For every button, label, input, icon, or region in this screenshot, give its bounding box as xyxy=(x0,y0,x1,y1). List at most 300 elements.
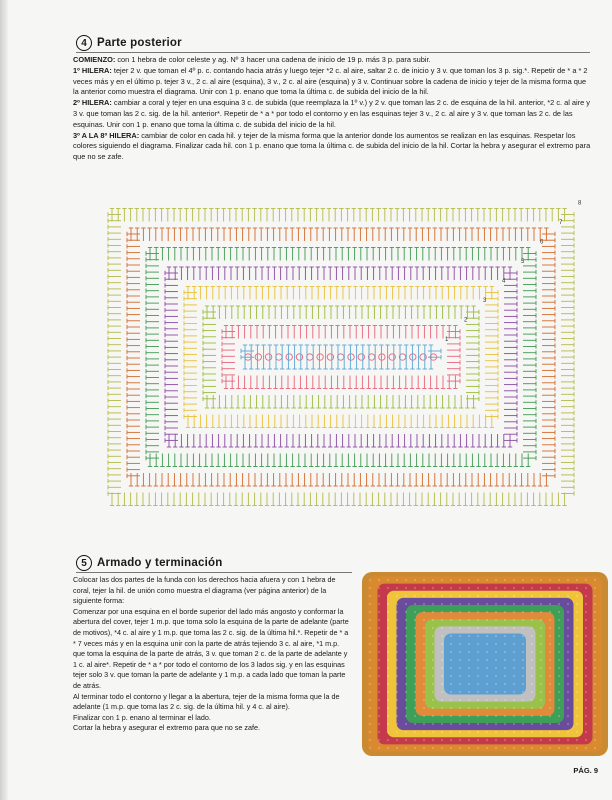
yarn-texture xyxy=(567,715,569,717)
yarn-texture xyxy=(486,627,488,629)
yarn-texture xyxy=(594,715,596,717)
yarn-texture xyxy=(513,747,515,749)
yarn-texture xyxy=(477,731,479,733)
yarn-texture xyxy=(504,731,506,733)
yarn-texture xyxy=(567,675,569,677)
yarn-texture xyxy=(540,643,542,645)
section-4-number: 4 xyxy=(76,35,92,51)
yarn-texture xyxy=(594,667,596,669)
yarn-texture xyxy=(567,579,569,581)
yarn-texture xyxy=(495,723,497,725)
yarn-texture xyxy=(594,707,596,709)
section-4-heading xyxy=(76,35,182,51)
yarn-texture xyxy=(576,723,578,725)
yarn-texture xyxy=(540,739,542,741)
yarn-texture xyxy=(441,723,443,725)
yarn-texture xyxy=(432,587,434,589)
yarn-texture xyxy=(468,651,470,653)
yarn-texture xyxy=(369,715,371,717)
yarn-texture xyxy=(585,699,587,701)
yarn-texture xyxy=(387,747,389,749)
yarn-texture xyxy=(567,619,569,621)
yarn-texture xyxy=(477,659,479,661)
yarn-texture xyxy=(585,667,587,669)
yarn-texture xyxy=(585,643,587,645)
section-5-body xyxy=(73,575,353,734)
section-5-number: 5 xyxy=(76,555,92,571)
round-number-label: 2 xyxy=(464,317,468,324)
yarn-texture xyxy=(567,683,569,685)
yarn-texture xyxy=(513,707,515,709)
yarn-texture xyxy=(594,739,596,741)
yarn-texture xyxy=(459,715,461,717)
yarn-texture xyxy=(486,731,488,733)
yarn-texture xyxy=(441,651,443,653)
yarn-texture xyxy=(495,603,497,605)
yarn-texture xyxy=(549,659,551,661)
yarn-texture xyxy=(432,747,434,749)
yarn-texture xyxy=(558,643,560,645)
chain-stitch xyxy=(327,354,333,360)
yarn-texture xyxy=(369,699,371,701)
yarn-texture xyxy=(378,579,380,581)
yarn-texture xyxy=(477,643,479,645)
yarn-texture xyxy=(549,667,551,669)
round-number-label: 5 xyxy=(521,259,525,265)
yarn-texture xyxy=(495,667,497,669)
yarn-texture xyxy=(387,651,389,653)
yarn-texture xyxy=(414,691,416,693)
chain-stitch xyxy=(379,354,385,360)
yarn-texture xyxy=(369,579,371,581)
yarn-texture xyxy=(477,667,479,669)
yarn-texture xyxy=(567,611,569,613)
yarn-texture xyxy=(513,587,515,589)
yarn-texture xyxy=(486,643,488,645)
page-spine-shadow xyxy=(0,0,8,800)
yarn-texture xyxy=(531,739,533,741)
yarn-texture xyxy=(414,715,416,717)
yarn-texture xyxy=(513,643,515,645)
chain-stitch xyxy=(286,354,292,360)
yarn-texture xyxy=(423,715,425,717)
yarn-texture xyxy=(585,619,587,621)
yarn-texture xyxy=(405,707,407,709)
yarn-texture xyxy=(423,651,425,653)
yarn-texture xyxy=(369,651,371,653)
yarn-texture xyxy=(540,635,542,637)
yarn-texture xyxy=(441,747,443,749)
yarn-texture xyxy=(540,715,542,717)
yarn-texture xyxy=(522,675,524,677)
yarn-texture xyxy=(369,667,371,669)
yarn-texture xyxy=(540,675,542,677)
yarn-texture xyxy=(369,603,371,605)
yarn-texture xyxy=(432,739,434,741)
yarn-texture xyxy=(486,739,488,741)
yarn-texture xyxy=(468,659,470,661)
yarn-texture xyxy=(369,675,371,677)
yarn-texture xyxy=(378,635,380,637)
chain-stitch xyxy=(348,354,354,360)
yarn-texture xyxy=(486,659,488,661)
yarn-texture xyxy=(531,691,533,693)
yarn-texture xyxy=(576,587,578,589)
yarn-texture xyxy=(405,619,407,621)
yarn-texture xyxy=(567,723,569,725)
yarn-texture xyxy=(396,587,398,589)
yarn-texture xyxy=(450,683,452,685)
yarn-texture xyxy=(396,723,398,725)
yarn-texture xyxy=(468,699,470,701)
yarn-texture xyxy=(450,603,452,605)
yarn-texture xyxy=(414,643,416,645)
yarn-texture xyxy=(576,699,578,701)
yarn-texture xyxy=(540,603,542,605)
yarn-texture xyxy=(522,627,524,629)
yarn-texture xyxy=(486,587,488,589)
yarn-texture xyxy=(378,603,380,605)
chain-stitch xyxy=(389,354,395,360)
yarn-texture xyxy=(594,627,596,629)
yarn-texture xyxy=(477,707,479,709)
yarn-texture xyxy=(450,731,452,733)
yarn-texture xyxy=(558,611,560,613)
yarn-texture xyxy=(513,675,515,677)
yarn-texture xyxy=(540,691,542,693)
yarn-texture xyxy=(594,659,596,661)
yarn-texture xyxy=(405,731,407,733)
yarn-texture xyxy=(369,643,371,645)
yarn-texture xyxy=(387,579,389,581)
yarn-texture xyxy=(504,723,506,725)
round-number-label: 8 xyxy=(578,200,582,207)
yarn-texture xyxy=(423,699,425,701)
yarn-texture xyxy=(522,619,524,621)
yarn-texture xyxy=(549,627,551,629)
yarn-texture xyxy=(495,739,497,741)
yarn-texture xyxy=(423,747,425,749)
yarn-texture xyxy=(459,619,461,621)
yarn-texture xyxy=(495,651,497,653)
yarn-texture xyxy=(567,747,569,749)
yarn-texture xyxy=(495,747,497,749)
yarn-texture xyxy=(567,651,569,653)
yarn-texture xyxy=(450,619,452,621)
yarn-texture xyxy=(396,595,398,597)
yarn-texture xyxy=(369,611,371,613)
yarn-texture xyxy=(405,635,407,637)
yarn-texture xyxy=(405,595,407,597)
yarn-texture xyxy=(549,611,551,613)
yarn-texture xyxy=(468,747,470,749)
yarn-texture xyxy=(423,707,425,709)
yarn-texture xyxy=(432,619,434,621)
yarn-texture xyxy=(423,739,425,741)
yarn-texture xyxy=(567,595,569,597)
yarn-texture xyxy=(396,699,398,701)
yarn-texture xyxy=(441,595,443,597)
yarn-texture xyxy=(378,667,380,669)
yarn-texture xyxy=(459,579,461,581)
yarn-texture xyxy=(504,635,506,637)
yarn-texture xyxy=(486,691,488,693)
yarn-texture xyxy=(414,595,416,597)
yarn-texture xyxy=(369,627,371,629)
chain-stitch xyxy=(255,354,261,360)
yarn-texture xyxy=(477,691,479,693)
yarn-texture xyxy=(576,747,578,749)
yarn-texture xyxy=(549,579,551,581)
yarn-texture xyxy=(432,579,434,581)
yarn-texture xyxy=(450,635,452,637)
yarn-texture xyxy=(459,611,461,613)
yarn-texture xyxy=(504,739,506,741)
yarn-texture xyxy=(531,699,533,701)
yarn-texture xyxy=(405,723,407,725)
yarn-texture xyxy=(594,579,596,581)
yarn-texture xyxy=(396,691,398,693)
comienzo-paragraph: COMIENZO: con 1 hebra de color celeste y ag. Nº 3 hacer una cadena de inicio de 19 p. más 3 p. para subir. xyxy=(73,55,431,64)
yarn-texture xyxy=(504,699,506,701)
yarn-texture xyxy=(414,611,416,613)
yarn-texture xyxy=(558,667,560,669)
yarn-texture xyxy=(396,683,398,685)
yarn-texture xyxy=(567,691,569,693)
yarn-texture xyxy=(531,603,533,605)
yarn-texture xyxy=(576,675,578,677)
yarn-texture xyxy=(576,715,578,717)
yarn-texture xyxy=(432,611,434,613)
yarn-texture xyxy=(405,747,407,749)
yarn-texture xyxy=(486,651,488,653)
yarn-texture xyxy=(558,691,560,693)
yarn-texture xyxy=(531,587,533,589)
yarn-texture xyxy=(423,587,425,589)
yarn-texture xyxy=(423,635,425,637)
yarn-texture xyxy=(513,715,515,717)
yarn-texture xyxy=(504,619,506,621)
yarn-texture xyxy=(558,603,560,605)
chain-stitch xyxy=(358,354,364,360)
yarn-texture xyxy=(405,627,407,629)
yarn-texture xyxy=(522,723,524,725)
chain-stitch xyxy=(265,354,271,360)
yarn-texture xyxy=(522,587,524,589)
yarn-texture xyxy=(405,691,407,693)
yarn-texture xyxy=(585,579,587,581)
yarn-texture xyxy=(414,667,416,669)
yarn-texture xyxy=(540,667,542,669)
yarn-texture xyxy=(495,595,497,597)
yarn-texture xyxy=(477,699,479,701)
yarn-texture xyxy=(468,691,470,693)
yarn-texture xyxy=(567,587,569,589)
yarn-texture xyxy=(450,627,452,629)
yarn-texture xyxy=(459,643,461,645)
yarn-texture xyxy=(423,659,425,661)
yarn-texture xyxy=(414,707,416,709)
yarn-texture xyxy=(441,659,443,661)
yarn-texture xyxy=(513,627,515,629)
yarn-texture xyxy=(432,731,434,733)
yarn-texture xyxy=(513,611,515,613)
yarn-texture xyxy=(549,747,551,749)
yarn-texture xyxy=(369,587,371,589)
section-5-title: Armado y terminación xyxy=(97,557,223,569)
yarn-texture xyxy=(405,611,407,613)
yarn-texture xyxy=(396,747,398,749)
yarn-texture xyxy=(576,731,578,733)
yarn-texture xyxy=(450,659,452,661)
yarn-texture xyxy=(513,739,515,741)
assembly-paragraph-2: Comenzar por una esquina en el borde superior del lado más angosto y conformar la abertura del cover, tejer 1 m.p. que toma solo la esquina de la parte de adelante (parte de motivos), *4 c. al aire y 1 m.p. que toma las 2 c. sig. de la última hil.*. Repetir de * a * 7 veces más y en la esquina unir con la parte de atrás tejiendo 3 c. al aire, *1 m.p. que toma la esquina de la parte de atrás, 3 v. que toman 2 c. de la parte de adelante y 1 c. al aire*. Repetir de * a * por todo el contorno de los 3 lados sig. y en las esquinas tejer solo 3 v. que toman la parte de adelante y 1 m.p. a cada lado que toman la parte de atrás. xyxy=(73,606,349,690)
yarn-texture xyxy=(387,603,389,605)
yarn-texture xyxy=(414,739,416,741)
yarn-texture xyxy=(540,595,542,597)
yarn-texture xyxy=(423,683,425,685)
yarn-texture xyxy=(549,739,551,741)
yarn-texture xyxy=(450,587,452,589)
yarn-texture xyxy=(513,683,515,685)
yarn-texture xyxy=(558,659,560,661)
yarn-texture xyxy=(414,699,416,701)
yarn-texture xyxy=(432,643,434,645)
yarn-texture xyxy=(540,651,542,653)
yarn-texture xyxy=(576,579,578,581)
yarn-texture xyxy=(585,715,587,717)
row-1-paragraph: 1º HILERA: tejer 2 v. que toman el 4º p. c. contando hacia atrás y luego tejer *2 c. al aire, saltar 2 c. de inicio y 3 v. que toman los 3 p. sig.*. Repetir de * a * 2 veces más y en el último p. tejer 3 v., 2 c. al aire (esquina), 3 v., 2 c. al aire (esquina) y 3 v. Continuar sobre la cadena de inicio y tejer de la misma forma que la anterior como muestra el diagrama. Unir con 1 p. enano que toma la última c. de subida del inicio de la hil. xyxy=(73,65,588,97)
yarn-texture xyxy=(531,611,533,613)
yarn-texture xyxy=(486,707,488,709)
yarn-texture xyxy=(387,683,389,685)
yarn-texture xyxy=(432,691,434,693)
yarn-texture xyxy=(522,739,524,741)
yarn-texture xyxy=(594,635,596,637)
yarn-texture xyxy=(450,739,452,741)
yarn-texture xyxy=(522,683,524,685)
yarn-texture xyxy=(513,635,515,637)
yarn-texture xyxy=(468,587,470,589)
yarn-texture xyxy=(378,643,380,645)
yarn-texture xyxy=(540,683,542,685)
yarn-texture xyxy=(477,651,479,653)
yarn-texture xyxy=(459,739,461,741)
yarn-texture xyxy=(549,707,551,709)
yarn-texture xyxy=(387,699,389,701)
yarn-texture xyxy=(396,611,398,613)
yarn-texture xyxy=(378,707,380,709)
yarn-texture xyxy=(441,587,443,589)
yarn-texture xyxy=(567,659,569,661)
yarn-texture xyxy=(468,579,470,581)
yarn-texture xyxy=(477,635,479,637)
assembly-paragraph-4: Finalizar con 1 p. enano al terminar el lado. xyxy=(73,712,211,722)
yarn-texture xyxy=(495,579,497,581)
yarn-texture xyxy=(522,611,524,613)
yarn-texture xyxy=(495,659,497,661)
yarn-texture xyxy=(405,643,407,645)
yarn-texture xyxy=(387,587,389,589)
yarn-texture xyxy=(441,643,443,645)
yarn-texture xyxy=(387,723,389,725)
yarn-texture xyxy=(540,627,542,629)
yarn-texture xyxy=(495,731,497,733)
yarn-texture xyxy=(531,635,533,637)
yarn-texture xyxy=(531,643,533,645)
yarn-texture xyxy=(396,739,398,741)
yarn-texture xyxy=(594,747,596,749)
yarn-texture xyxy=(585,723,587,725)
yarn-texture xyxy=(396,579,398,581)
yarn-texture xyxy=(558,747,560,749)
yarn-texture xyxy=(558,619,560,621)
yarn-texture xyxy=(549,635,551,637)
yarn-texture xyxy=(468,739,470,741)
yarn-texture xyxy=(513,667,515,669)
yarn-texture xyxy=(468,683,470,685)
yarn-texture xyxy=(486,595,488,597)
yarn-texture xyxy=(405,667,407,669)
yarn-texture xyxy=(513,659,515,661)
yarn-texture xyxy=(594,651,596,653)
yarn-texture xyxy=(405,739,407,741)
yarn-texture xyxy=(495,587,497,589)
yarn-texture xyxy=(576,603,578,605)
yarn-texture xyxy=(576,643,578,645)
yarn-texture xyxy=(459,675,461,677)
yarn-texture xyxy=(405,651,407,653)
yarn-texture xyxy=(585,595,587,597)
yarn-texture xyxy=(522,699,524,701)
yarn-texture xyxy=(378,627,380,629)
yarn-texture xyxy=(585,707,587,709)
yarn-texture xyxy=(378,675,380,677)
yarn-texture xyxy=(378,747,380,749)
yarn-texture xyxy=(378,691,380,693)
yarn-texture xyxy=(486,675,488,677)
yarn-texture xyxy=(405,579,407,581)
yarn-texture xyxy=(441,691,443,693)
yarn-texture xyxy=(477,619,479,621)
yarn-texture xyxy=(567,643,569,645)
yarn-texture xyxy=(477,587,479,589)
assembly-paragraph-3: Al terminar todo el contorno y llegar a la abertura, tejer de la misma forma que la de adelante (1 m.p. que toma las 2 c. sig. de la última hil. y 4 c. al aire). xyxy=(73,691,340,712)
yarn-texture xyxy=(504,659,506,661)
yarn-texture xyxy=(423,691,425,693)
yarn-texture xyxy=(468,715,470,717)
yarn-texture xyxy=(486,603,488,605)
yarn-texture xyxy=(522,643,524,645)
yarn-texture xyxy=(369,747,371,749)
yarn-texture xyxy=(432,715,434,717)
yarn-texture xyxy=(495,675,497,677)
yarn-texture xyxy=(414,683,416,685)
yarn-texture xyxy=(495,683,497,685)
yarn-texture xyxy=(396,619,398,621)
yarn-texture xyxy=(594,699,596,701)
yarn-texture xyxy=(513,603,515,605)
yarn-texture xyxy=(378,723,380,725)
yarn-texture xyxy=(477,595,479,597)
yarn-texture xyxy=(477,739,479,741)
yarn-texture xyxy=(450,595,452,597)
section-5-rule xyxy=(76,572,352,573)
yarn-texture xyxy=(369,691,371,693)
yarn-texture xyxy=(387,659,389,661)
yarn-texture xyxy=(441,635,443,637)
section-5-heading xyxy=(76,555,222,571)
